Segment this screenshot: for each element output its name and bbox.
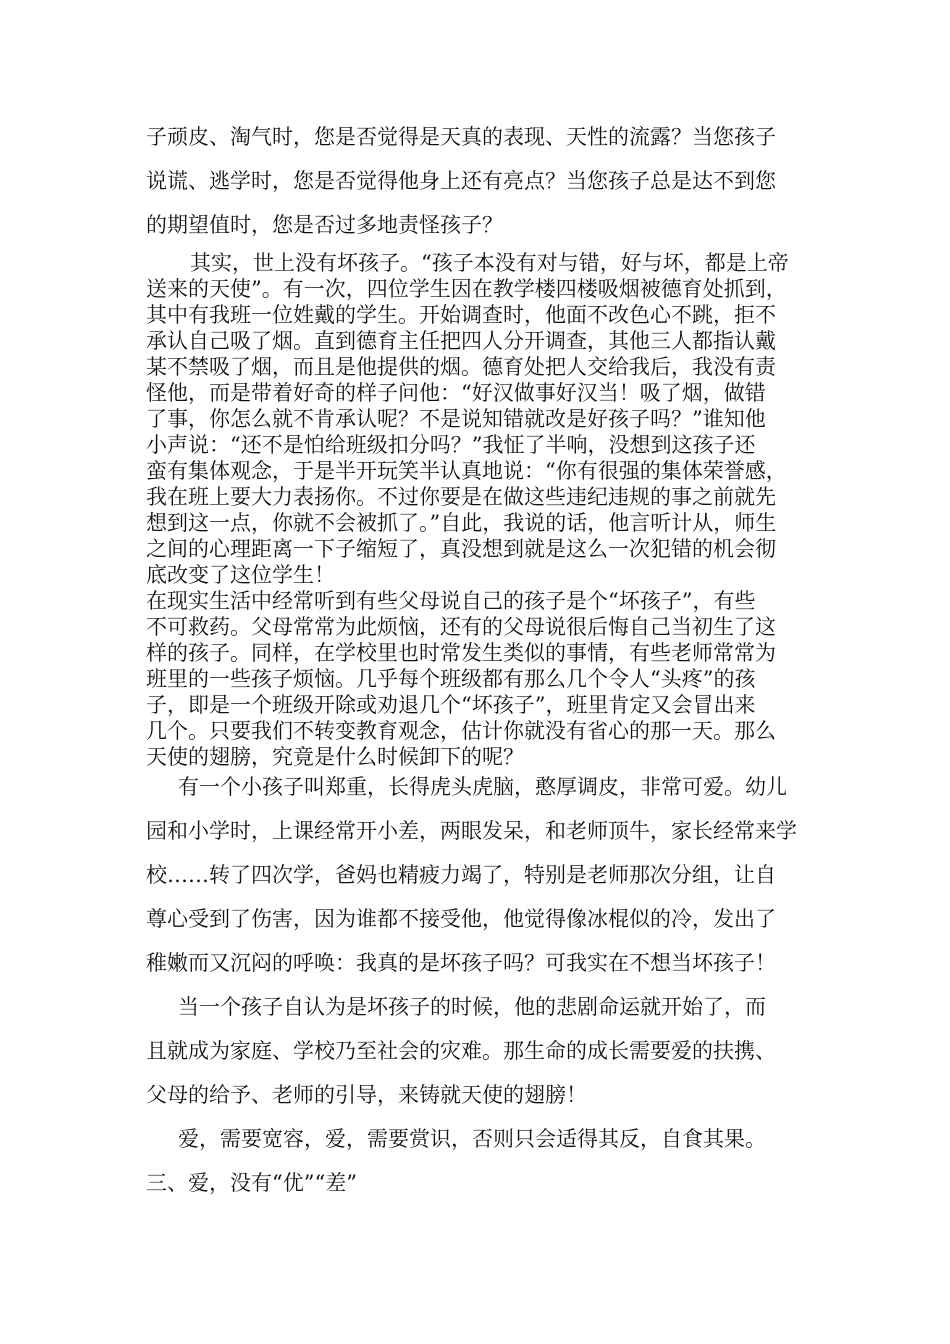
- text-line: 其中有我班一位姓戴的学生。开始调查时，他面不改色心不跳，拒不: [146, 303, 776, 327]
- text-line: 有一个小孩子叫郑重，长得虎头虎脑，憨厚调皮，非常可爱。幼儿: [178, 775, 787, 799]
- text-line: 当一个孩子自认为是坏孩子的时候，他的悲剧命运就开始了，而: [178, 995, 766, 1019]
- text-line: 说谎、逃学时，您是否觉得他身上还有亮点？当您孩子总是达不到您: [146, 169, 776, 193]
- text-line: 尊心受到了伤害，因为谁都不接受他，他觉得像冰棍似的冷，发出了: [146, 907, 776, 931]
- text-line: 某不禁吸了烟，而且是他提供的烟。德育处把人交给我后，我没有责: [146, 355, 776, 379]
- text-line: 想到这一点，你就不会被抓了。”自此，我说的话，他言听计从，师生: [146, 511, 777, 535]
- text-line: 稚嫩而又沉闷的呼唤：我真的是坏孩子吗？可我实在不想当坏孩子！: [146, 951, 776, 975]
- text-line: 且就成为家庭、学校乃至社会的灾难。那生命的成长需要爱的扶携、: [146, 1039, 776, 1063]
- text-line: 子顽皮、淘气时，您是否觉得是天真的表现、天性的流露？当您孩子: [146, 125, 776, 149]
- section-heading: 三、爱，没有“优”“差”: [146, 1171, 357, 1195]
- text-line: 之间的心理距离一下子缩短了，真没想到就是这么一次犯错的机会彻: [146, 537, 776, 561]
- text-line: 的期望值时，您是否过多地责怪孩子？: [146, 213, 503, 237]
- text-line: 其实，世上没有坏孩子。“孩子本没有对与错，好与坏，都是上帝: [190, 251, 789, 275]
- text-line: 天使的翅膀，究竟是什么时候卸下的呢？: [146, 745, 524, 769]
- text-line: 校……转了四次学，爸妈也精疲力竭了，特别是老师那次分组，让自: [146, 863, 776, 887]
- text-line: 了事，你怎么就不肯承认呢？不是说知错就改是好孩子吗？”谁知他: [146, 407, 766, 431]
- text-line: 不可救药。父母常常为此烦恼，还有的父母说很后悔自己当初生了这: [146, 615, 776, 639]
- text-line: 小声说：“还不是怕给班级扣分吗？”我怔了半响，没想到这孩子还: [146, 433, 756, 457]
- text-line: 几个。只要我们不转变教育观念，估计你就没有省心的那一天。那么: [146, 719, 776, 743]
- text-line: 蛮有集体观念，于是半开玩笑半认真地说：“你有很强的集体荣誉感，: [146, 459, 787, 483]
- text-line: 送来的天使”。有一次，四位学生因在教学楼四楼吸烟被德育处抓到，: [146, 277, 787, 301]
- text-line: 底改变了这位学生！: [146, 563, 335, 587]
- text-line: 承认自己吸了烟。直到德育主任把四人分开调查，其他三人都指认戴: [146, 329, 776, 353]
- text-line: 怪他，而是带着好奇的样子问他：“好汉做事好汉当！吸了烟，做错: [146, 381, 766, 405]
- text-line: 园和小学时，上课经常开小差，两眼发呆，和老师顶牛，家长经常来学: [146, 819, 797, 843]
- text-line: 我在班上要大力表扬你。不过你要是在做这些违纪违规的事之前就先: [146, 485, 776, 509]
- text-line: 父母的给予、老师的引导，来铸就天使的翅膀！: [146, 1083, 587, 1107]
- text-line: 样的孩子。同样，在学校里也时常发生类似的事情，有些老师常常为: [146, 641, 776, 665]
- text-line: 班里的一些孩子烦恼。几乎每个班级都有那么几个令人“头疼”的孩: [146, 667, 756, 691]
- text-line: 在现实生活中经常听到有些父母说自己的孩子是个“坏孩子”，有些: [146, 589, 756, 613]
- text-line: 爱，需要宽容，爱，需要赏识，否则只会适得其反，自食其果。: [178, 1127, 766, 1151]
- text-line: 子，即是一个班级开除或劝退几个“坏孩子”，班里肯定又会冒出来: [146, 693, 756, 717]
